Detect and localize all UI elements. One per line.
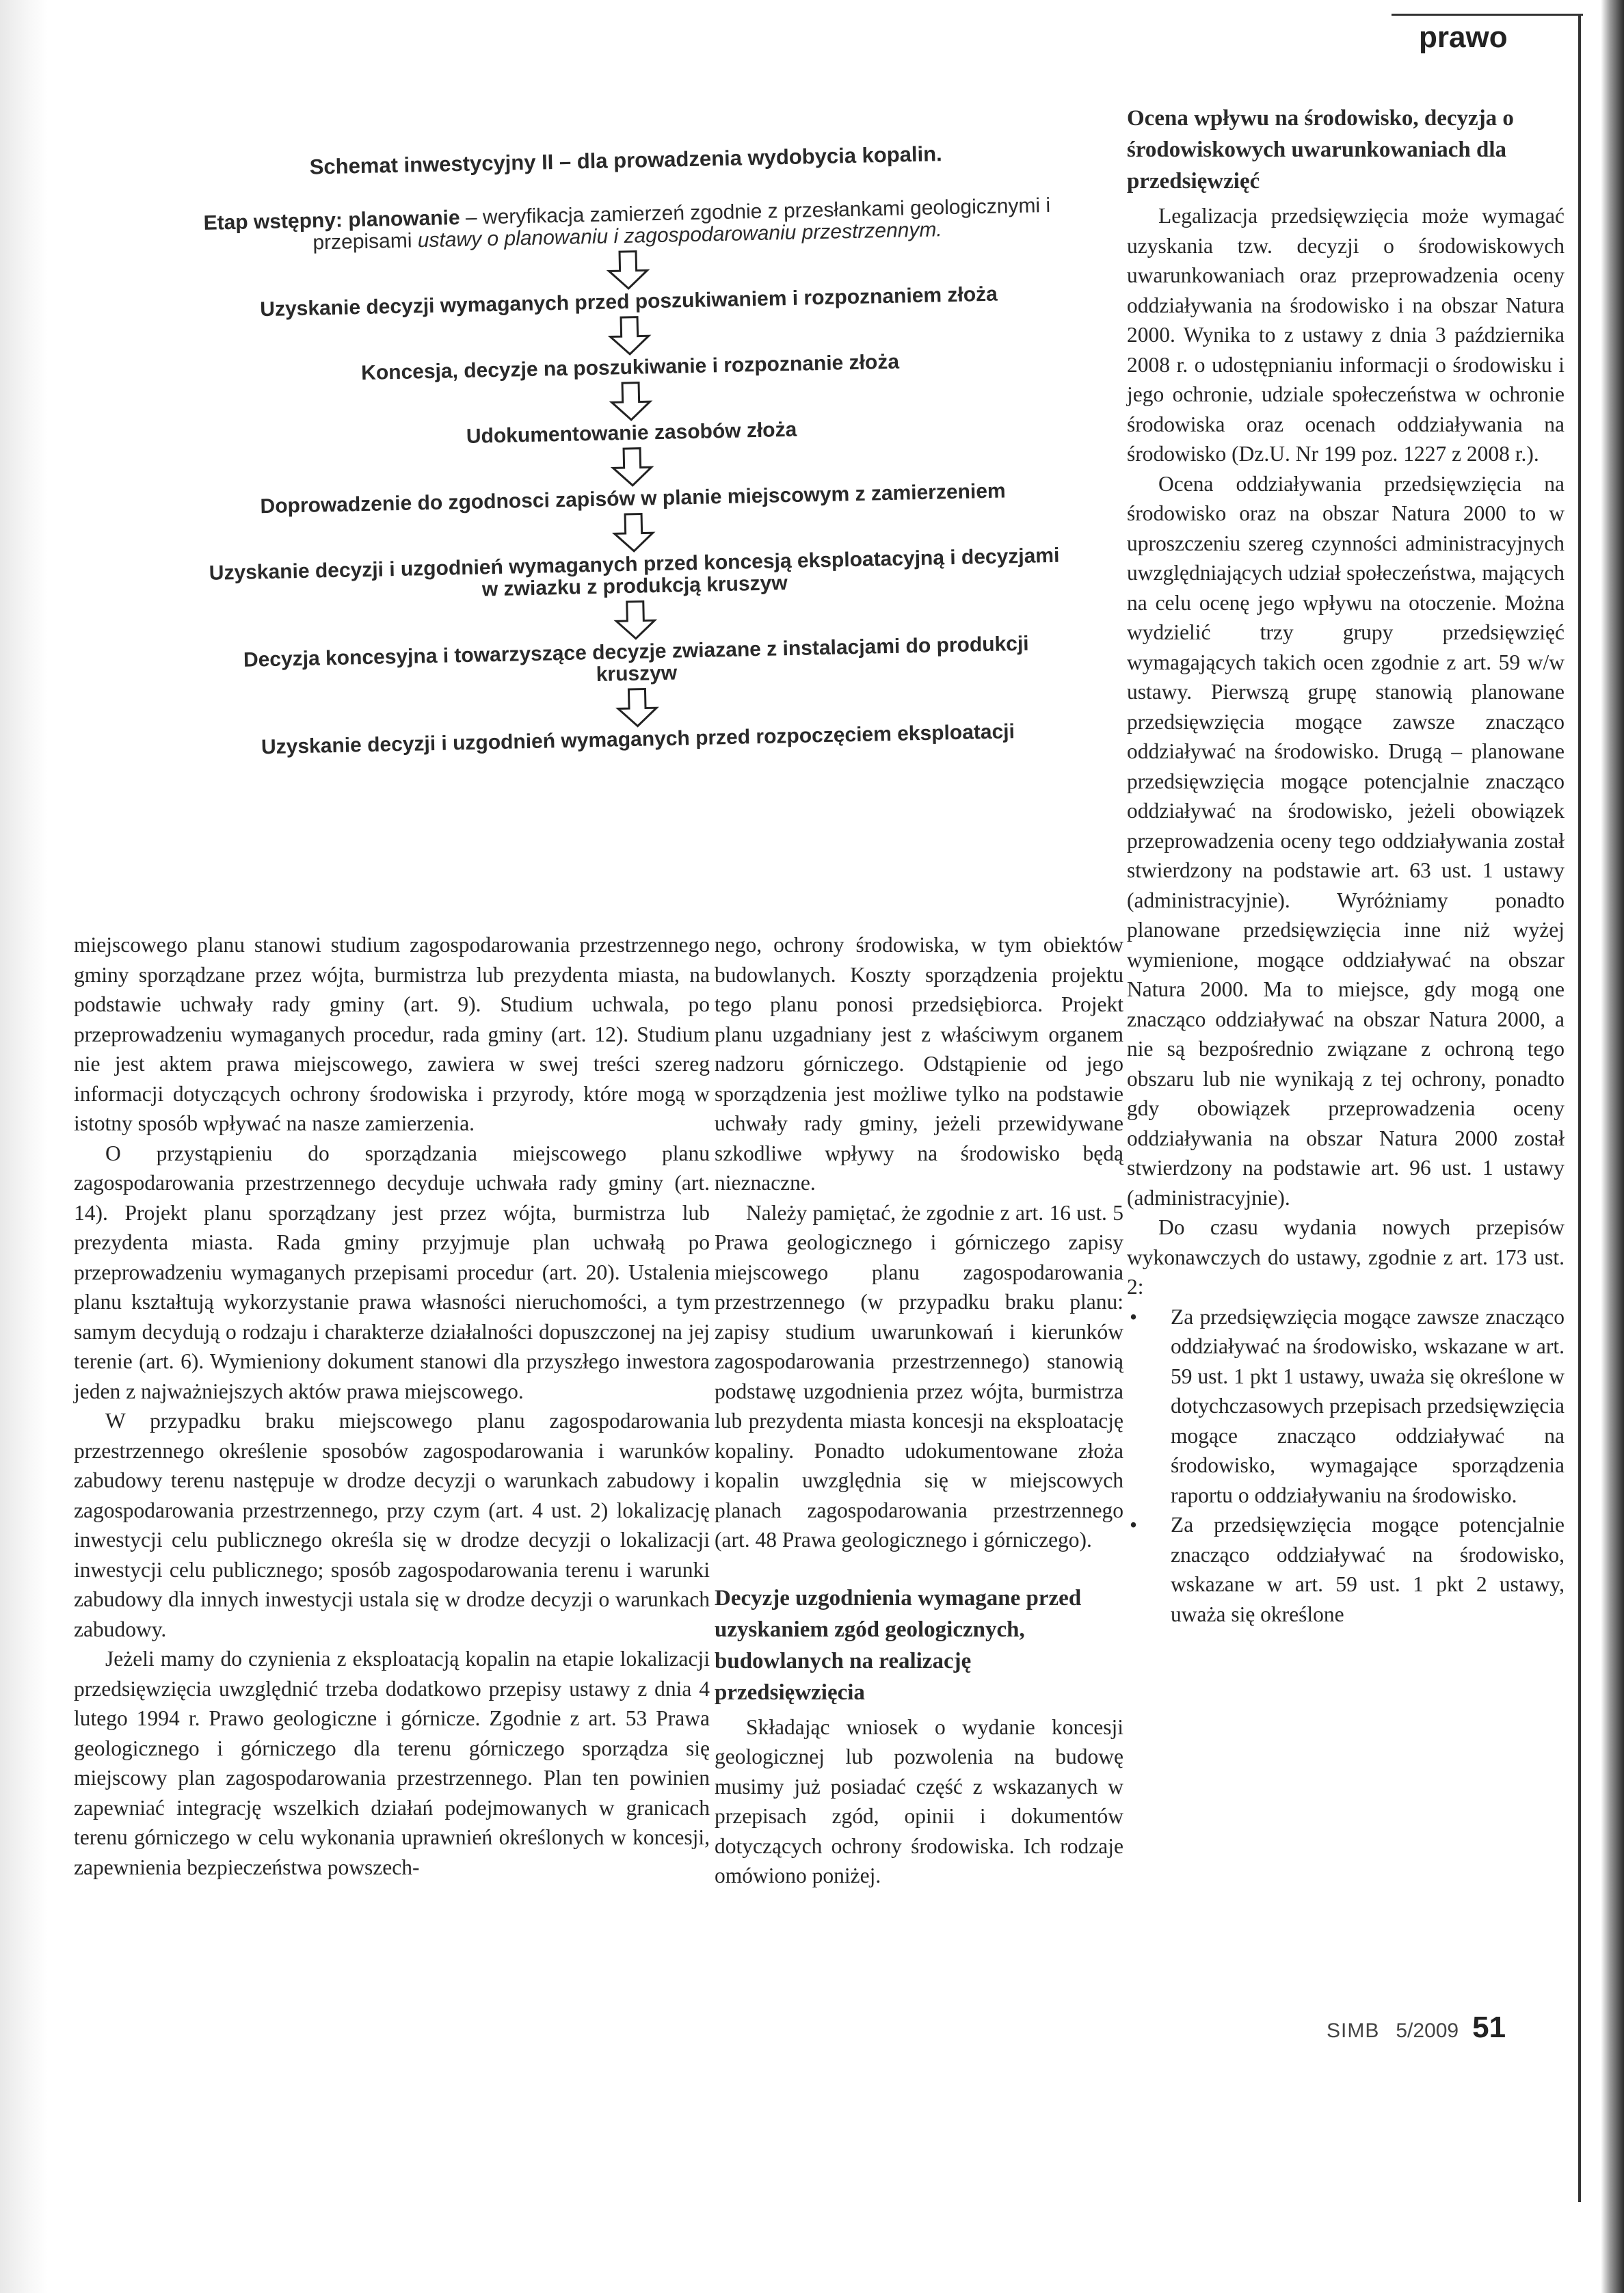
margin-rule: [1578, 14, 1581, 2202]
down-arrow-icon: [606, 250, 650, 290]
down-arrow-icon: [610, 447, 654, 487]
paragraph: Do czasu wydania nowych przepisów wykonawczych do ustawy, zgodnie z art. 173 ust. 2:: [1127, 1215, 1565, 1299]
header-rule: [1392, 14, 1583, 16]
paragraph: Jeżeli mamy do czynienia z eksploatacją kopalin na etapie lokalizacji przedsięwzięcia uwzględnić trzeba dodatkowo przepisy ustawy z dnia 4 lutego 1994 r. Prawo geologiczne i górnicze. Zgodnie z art. 53 Prawa geologicznego i górniczego dla terenu górniczego sporządza się miejscowy plan zagospodarowania przestrzennego. Plan ten powinien zapewniać integrację wszelkich działań podejmowanych w granicach terenu górniczego w celu wykonania uprawnień określonych w koncesji, zapewnienia bezpieczeństwa powszech-: [74, 1647, 710, 1879]
scheme-step: Koncesja, decyzje na poszukiwanie i rozpoznanie złoża: [360, 350, 900, 385]
left-column: [74, 930, 710, 1882]
paragraph: W przypadku braku miejscowego planu zagospodarowania przestrzennego określenie sposobów zagospodarowania i warunków zabudowy terenu następuje w drodze decyzji o warunkach zabudowy i zagospodarowania przestrzennego, przy czym (art. 4 ust. 2) lokalizację inwestycji celu publicznego określa się w drodze decyzji o lokalizacji inwestycji celu publicznego; sposób zagospodarowania terenu i warunki zabudowy dla innych inwestycji ustala się w drodze decyzji o warunkach zabudowy.: [74, 1409, 710, 1641]
down-arrow-icon: [607, 315, 652, 356]
journal-name: SIMB: [1327, 2019, 1380, 2042]
scheme-step: Udokumentowanie zasobów złoża: [466, 418, 797, 448]
scheme-step: Uzyskanie decyzji wymaganych przed poszukiwaniem i rozpoznaniem złoża: [260, 282, 998, 321]
middle-column: [715, 930, 1123, 1891]
list-item: • Za przedsięwzięcia mogące zawsze znacząco oddziaływać na środowisko, wskazane w art. 59 ust. 1 pkt 1 ustawy, uważa się określone w dotychczasowych przepisach przedsięwzięcia mogące znacząco oddziaływać na środowisko, wymagające sporządzenia raportu o oddziaływaniu na środowisko.: [1127, 1302, 1565, 1511]
scheme-step: Doprowadzenie do zgodnosci zapisów w planie miejscowym z zamierzeniem: [260, 479, 1006, 518]
scan-edge-right: [1601, 0, 1624, 2293]
scheme-step: Decyzja koncesyjna i towarzyszące decyzje zwiazane z instalacjami do produkcji kruszyw: [243, 632, 1029, 686]
down-arrow-icon: [611, 512, 656, 553]
paragraph: O przystąpieniu do sporządzania miejscowego planu zagospodarowania przestrzennego decyduje uchwała rady gminy (art. 14). Projekt planu sporządzany jest przez wójta, burmistrza lub prezydenta miasta. Rada gminy przyjmuje plan uchwałą po przeprowadzeniu wymaganych przepisami procedur (art. 20). Ustalenia planu kształtują wykorzystanie prawa własności nieruchomości, a tym samym decydują o rodzaju i charakterze działalności dopuszczonej na jej terenie (art. 6). Wymieniony dokument stanowi dla przyszłego inwestora jeden z najważniejszych aktów prawa miejscowego.: [74, 1141, 710, 1403]
scheme-intro-bold: Etap wstępny: planowanie: [203, 207, 460, 235]
paragraph: Ocena oddziaływania przedsięwzięcia na środowisko oraz na obszar Natura 2000 to w uproszczeniu szereg czynności administracyjnych uwzględniających udział społeczeństwa, mających na celu ocenę jego wpływu na otoczenie. Można wydzielić trzy grupy przedsięwzięć wymagających takich ocen zgodnie z art. 59 w/w ustawy. Pierwszą grupę stanowią planowane przedsięwzięcia mogące zawsze znacząco oddziaływać na środowisko. Drugą – planowane przedsięwzięcia mogące potencjalnie znacząco oddziaływać na środowisko, jeżeli obowiązek przeprowadzenia oceny tego oddziaływania został stwierdzony na podstawie art. 63 ust. 1 ustawy (administracyjnie). Wyróżniamy ponadto planowane przedsięwzięcia inne niż wyżej wymienione, mogące oddziaływać na obszar Natura 2000. Ma to miejsce, gdy mogą one znacząco oddziaływać na obszar Natura 2000, a nie są bezpośrednio związane z ochroną tego obszaru lub nie wynikają z tej ochrony, ponadto gdy obowiązek przeprowadzenia oceny oddziaływania na obszar Natura 2000 został stwierdzony na podstawie art. 96 ust. 1 ustawy (administracyjnie).: [1127, 471, 1565, 1210]
paragraph: Należy pamiętać, że zgodnie z art. 16 ust. 5 Prawa geologicznego i górniczego zapisy miejscowego planu zagospodarowania przestrzennego (w przypadku braku planu: zapisy studium uwarunkowań i kierunków zagospodarowania przestrzennego) stanowią podstawę uzgodnienia przez wójta, burmistrza lub prezydenta miasta koncesji na eksploatację kopaliny. Ponadto udokumentowane złoża kopalin uwzględnia się w miejscowych planach zagospodarowania przestrzennego (art. 48 Prawa geologicznego i górniczego).: [715, 1200, 1123, 1552]
right-column: [1127, 103, 1565, 1629]
paragraph: miejscowego planu stanowi studium zagospodarowania przestrzennego gminy sporządzane przez wójta, burmistrza lub prezydenta miasta, na podstawie uchwały rady gminy (art. 9). Studium uchwala, po przeprowadzeniu wymaganych procedur, rada gminy (art. 12). Studium nie jest aktem prawa miejscowego, zawiera w swej treści szereg informacji dotyczących ochrony środowiska i przyrody, które mogą w istotny sposób wpływać na nasze zamierzenia.: [74, 933, 710, 1135]
issue-number: 5/2009: [1396, 2019, 1459, 2042]
scheme-intro-italic: ustawy o planowaniu i zagospodarowaniu przestrzennym.: [417, 218, 943, 252]
paragraph: nego, ochrony środowiska, w tym obiektów budowlanych. Koszty sporządzenia projektu tego planu ponosi przedsiębiorca. Projekt planu uzgadniany jest z właściwym organem nadzoru górniczego. Odstąpienie od jego sporządzenia jest możliwe tylko na podstawie uchwały rady gminy, jeżeli przewidywane szkodliwe wpływy na środowisko będą nieznaczne.: [715, 933, 1123, 1195]
scheme-step: Uzyskanie decyzji i uzgodnień wymaganych przed rozpoczęciem eksploatacji: [261, 720, 1015, 759]
down-arrow-icon: [615, 687, 659, 728]
scheme-step: Uzyskanie decyzji i uzgodnień wymaganych przed koncesją eksploatacyjną i decyzjami w zwiazku z produkcją kruszyw: [209, 544, 1060, 601]
down-arrow-icon: [613, 600, 658, 640]
scheme-intro: [200, 195, 1055, 256]
scheme-title: Schemat inwestycyjny II – dla prowadzenia wydobycia kopalin.: [309, 142, 943, 179]
investment-scheme: [198, 140, 1065, 760]
section-heading: Decyzje uzgodnienia wymagane przed uzyskaniem zgód geologicznych, budowlanych na realizację przedsięwzięcia: [715, 1585, 1082, 1705]
paragraph: Legalizacja przedsięwzięcia może wymagać uzyskania tzw. decyzji o środowiskowych uwarunkowaniach oraz przeprowadzenia oceny oddziaływania na środowisko i na obszar Natura 2000. Wynika to z ustawy z dnia 3 października 2008 r. o udostępnianiu informacji o środowisku i jego ochronie, udziale społeczeństwa w ochronie środowiska oraz ocenach oddziaływania na środowisko (Dz.U. Nr 199 poz. 1227 z 2008 r.).: [1127, 204, 1565, 466]
page-number: 51: [1472, 2011, 1506, 2044]
section-heading: Ocena wpływu na środowisko, decyzja o środowiskowych uwarunkowaniach dla przedsięwzięć: [1127, 106, 1514, 194]
section-tag: prawo: [1419, 21, 1508, 54]
page-footer: [1327, 2011, 1506, 2045]
scheme-intro-text: – weryfikacja zamierzeń zgodnie z przesłankami geologicznymi i przepisami: [312, 194, 1051, 254]
down-arrow-icon: [609, 381, 653, 421]
scan-edge-left: [0, 0, 48, 2293]
paragraph: Składając wniosek o wydanie koncesji geologicznej lub pozwolenia na budowę musimy już posiadać część z wskazanych w przepisach zgód, opinii i dokumentów dotyczących ochrony środowiska. Ich rodzaje omówiono poniżej.: [715, 1714, 1123, 1887]
list-item: • Za przedsięwzięcia mogące potencjalnie znacząco oddziaływać na środowisko, wskazane w art. 59 ust. 1 pkt 2 ustawy, uważa się określone: [1127, 1510, 1565, 1629]
bullet-list: [1127, 1302, 1565, 1630]
